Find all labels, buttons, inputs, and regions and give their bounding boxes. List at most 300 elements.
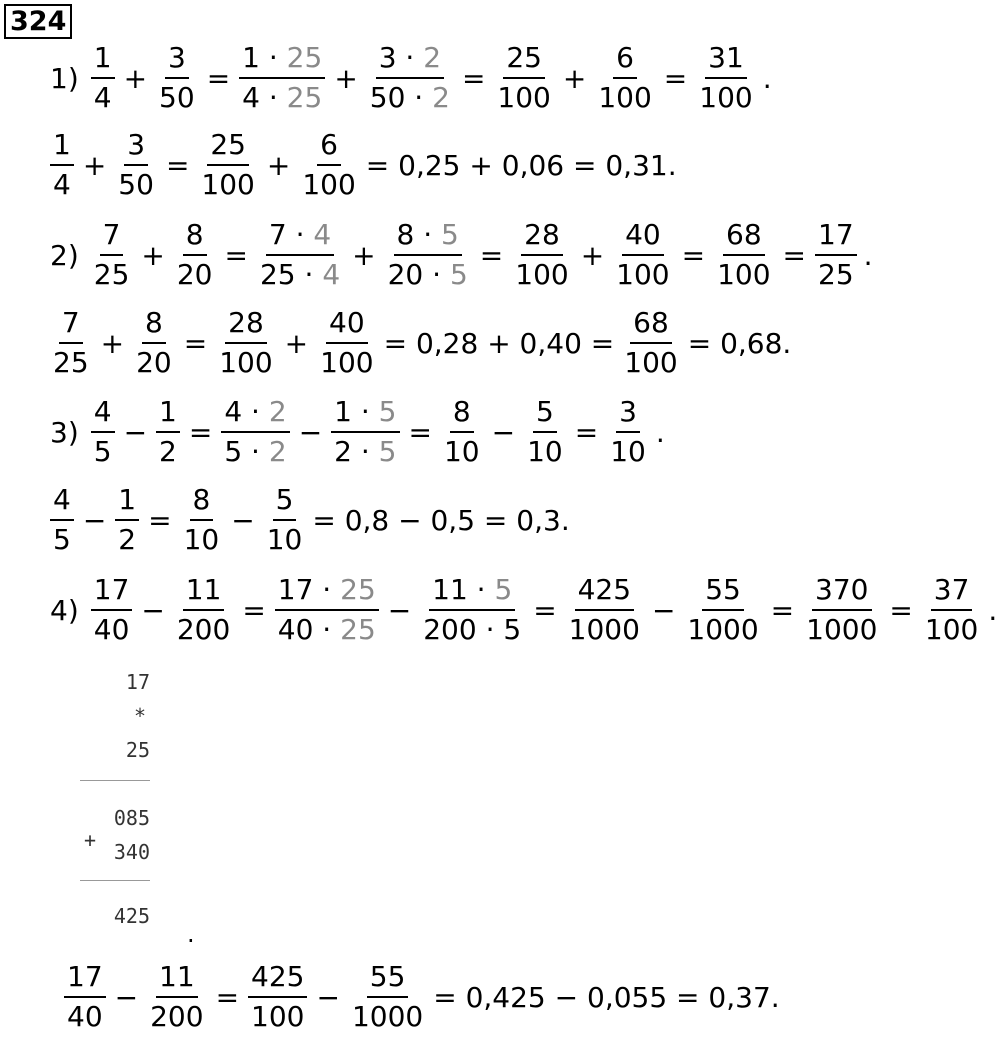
fraction — [181, 483, 223, 556]
numerator — [100, 218, 124, 256]
operator: = — [681, 238, 706, 272]
fraction-term: 100 — [201, 168, 255, 201]
extra-factor: 2 — [268, 395, 287, 428]
denominator — [264, 521, 306, 554]
fraction-term: 100 — [515, 258, 569, 291]
numerator — [815, 218, 857, 256]
fraction-term: 10 — [266, 523, 303, 556]
numerator — [533, 395, 557, 433]
fraction-term: 100 — [497, 81, 551, 114]
numerator — [207, 128, 249, 166]
operator: + — [141, 238, 165, 272]
numerator — [622, 218, 664, 256]
item-label: 1) — [50, 61, 79, 95]
denominator — [239, 79, 325, 112]
fraction-term: 17 — [818, 218, 854, 251]
fraction — [714, 218, 773, 291]
fraction-term: 100 — [320, 346, 374, 379]
denominator — [198, 166, 257, 199]
denominator — [115, 521, 139, 554]
operator: − — [298, 415, 323, 449]
fraction-term: 7 — [61, 306, 80, 339]
operator: = — [188, 415, 213, 449]
item-label: 2) — [50, 238, 79, 272]
fraction — [174, 573, 233, 646]
fraction-term: 200 — [150, 1000, 204, 1033]
denominator — [684, 611, 761, 644]
operator: = — [663, 61, 688, 95]
fraction-term: 1 · — [242, 41, 287, 74]
fraction-term: 1 · — [334, 395, 379, 428]
fraction-term: 1 — [159, 395, 177, 428]
denominator — [174, 611, 233, 644]
fraction-term: 11 — [159, 960, 195, 993]
fraction-term: 40 — [625, 218, 661, 251]
fraction-term: 5 — [93, 435, 112, 468]
fraction-term: 25 · — [259, 258, 323, 291]
operator: + — [284, 326, 309, 360]
fraction-term: 100 — [699, 81, 753, 114]
fraction-term: 100 — [219, 346, 273, 379]
operator: = — [408, 415, 432, 449]
fraction — [115, 128, 157, 201]
multiplicand: 17 — [125, 670, 150, 694]
fraction-term: 8 — [192, 483, 211, 516]
operator: − — [82, 503, 107, 537]
fraction — [613, 218, 672, 291]
numerator — [705, 41, 747, 79]
equation-line — [60, 960, 783, 1033]
fraction — [50, 483, 74, 556]
denominator — [91, 433, 115, 466]
fraction-term: 100 — [624, 346, 678, 379]
fraction-term: 6 — [320, 128, 338, 161]
numerator — [367, 960, 409, 998]
numerator — [221, 395, 289, 433]
fraction — [494, 41, 553, 114]
item-label: 4) — [50, 593, 79, 627]
fraction-term: 6 — [616, 41, 634, 74]
partial-product-1: 085 — [113, 806, 150, 830]
denominator — [607, 433, 649, 466]
denominator — [331, 433, 399, 466]
fraction — [115, 483, 139, 556]
denominator — [299, 166, 358, 199]
denominator — [91, 611, 133, 644]
numerator — [702, 573, 744, 611]
numerator — [142, 306, 166, 344]
fraction-term: 55 — [705, 573, 741, 606]
extra-factor: 2 — [268, 435, 287, 468]
fraction-term: 17 — [93, 573, 130, 606]
fraction — [275, 573, 379, 646]
fraction — [420, 573, 524, 646]
fraction-term: 2 — [118, 523, 137, 556]
fraction-term: 4 · — [242, 81, 287, 114]
fraction-term: 10 — [443, 435, 480, 468]
equation-line — [46, 306, 794, 379]
item-label: 3) — [50, 415, 79, 449]
extra-factor: 5 — [494, 573, 513, 606]
fraction — [621, 306, 680, 379]
fraction — [91, 218, 133, 291]
fraction-term: 25 — [506, 41, 542, 74]
fraction — [198, 128, 257, 201]
fraction-term: 3 — [619, 395, 637, 428]
denominator — [156, 79, 198, 112]
numerator — [630, 306, 672, 344]
denominator — [317, 344, 376, 377]
extra-factor: 25 — [340, 613, 376, 646]
operator: = — [574, 415, 599, 449]
fraction-term: 3 — [127, 128, 146, 161]
fraction-term: 55 — [369, 960, 406, 993]
expression-text: = 0,28 + 0,40 = — [383, 326, 615, 360]
operator: + — [123, 61, 148, 95]
fraction-term: 1 — [53, 128, 71, 161]
numerator — [275, 573, 379, 611]
denominator — [50, 166, 74, 199]
fraction-term: 10 — [610, 435, 646, 468]
operator: − — [316, 980, 340, 1014]
fraction-term: 8 — [452, 395, 471, 428]
extra-factor: 25 — [340, 573, 376, 606]
fraction — [156, 41, 198, 114]
denominator — [696, 79, 755, 112]
numerator — [165, 41, 189, 79]
numerator — [183, 573, 225, 611]
fraction-term: 50 — [118, 168, 154, 201]
fraction-term: 40 — [329, 306, 365, 339]
fraction — [385, 218, 471, 291]
fraction-term: 370 — [815, 573, 869, 606]
fraction — [331, 395, 399, 468]
equation-line — [50, 573, 1000, 646]
extra-factor: 4 — [313, 218, 332, 251]
denominator — [216, 344, 275, 377]
fraction — [317, 306, 376, 379]
divider-rule — [80, 780, 150, 781]
fraction-term: 200 — [176, 613, 231, 646]
denominator — [494, 79, 553, 112]
fraction — [349, 960, 426, 1033]
numerator — [91, 41, 115, 79]
numerator — [59, 306, 83, 344]
fraction — [299, 128, 358, 201]
denominator — [91, 256, 133, 289]
fraction — [50, 128, 74, 201]
denominator — [275, 611, 379, 644]
partial-product-2: 340 — [113, 840, 150, 864]
fraction-term: 31 — [708, 41, 744, 74]
fraction — [684, 573, 761, 646]
operator: + — [562, 61, 587, 95]
fraction-term: 100 — [302, 168, 356, 201]
fraction-term: 20 · — [387, 258, 450, 291]
denominator — [257, 256, 343, 289]
denominator — [441, 433, 483, 466]
numerator — [326, 306, 368, 344]
denominator — [922, 611, 981, 644]
operator: = — [782, 238, 807, 272]
operator: + — [266, 148, 291, 182]
fraction-term: 4 — [53, 483, 71, 516]
fraction-term: 25 — [210, 128, 246, 161]
numerator — [812, 573, 871, 611]
fraction — [512, 218, 571, 291]
expression-text: . — [655, 415, 665, 449]
fraction-term: 37 — [933, 573, 970, 606]
fraction-term: 7 — [102, 218, 121, 251]
denominator — [803, 611, 880, 644]
denominator — [714, 256, 773, 289]
fraction-term: 1000 — [568, 613, 640, 646]
operator: − — [123, 415, 148, 449]
denominator — [50, 344, 92, 377]
denominator — [64, 998, 106, 1031]
denominator — [91, 79, 115, 112]
numerator — [91, 395, 115, 433]
numerator — [50, 483, 74, 521]
fraction-term: 25 — [93, 258, 130, 291]
extra-factor: 5 — [378, 435, 397, 468]
multiplier: 25 — [125, 738, 150, 762]
fraction-term: 3 — [167, 41, 186, 74]
denominator — [621, 344, 680, 377]
denominator — [50, 521, 74, 554]
numerator — [376, 41, 444, 79]
fraction-term: 100 — [251, 1000, 305, 1033]
numerator — [64, 960, 106, 998]
operator: = — [165, 148, 190, 182]
denominator — [385, 256, 471, 289]
numerator — [521, 218, 563, 256]
operator: = — [148, 503, 172, 537]
numerator — [124, 128, 148, 166]
plus-sign: + — [84, 828, 97, 852]
fraction — [922, 573, 981, 646]
denominator — [595, 79, 654, 112]
fraction-term: 8 · — [396, 218, 442, 251]
fraction-term: 5 — [275, 483, 294, 516]
fraction-term: 11 · — [432, 573, 495, 606]
numerator — [429, 573, 515, 611]
numerator — [225, 306, 267, 344]
fraction-term: 425 — [251, 960, 305, 993]
denominator — [524, 433, 566, 466]
fraction-term: 1000 — [351, 1000, 424, 1033]
denominator — [512, 256, 571, 289]
fraction-term: 4 — [93, 395, 112, 428]
fraction-term: 100 — [924, 613, 979, 646]
numerator — [183, 218, 207, 256]
numerator — [266, 218, 334, 256]
numerator — [317, 128, 341, 166]
fraction-term: 8 — [145, 306, 163, 339]
fraction-term: 40 — [67, 1000, 103, 1033]
denominator — [147, 998, 206, 1031]
denominator — [248, 998, 307, 1031]
operator: = — [242, 593, 266, 627]
numerator — [156, 960, 198, 998]
fraction-term: 2 — [159, 435, 177, 468]
fraction-term: 50 · — [369, 81, 433, 114]
fraction — [147, 960, 206, 1033]
operator: + — [82, 148, 107, 182]
denominator — [133, 344, 175, 377]
numerator — [115, 483, 139, 521]
numerator — [503, 41, 545, 79]
fraction-term: 40 · — [277, 613, 341, 646]
fraction-term: 100 — [717, 258, 771, 291]
fraction-term: 5 · — [224, 435, 269, 468]
expression-text: = 0,425 − 0,055 = 0,37. — [433, 980, 780, 1014]
fraction-term: 20 — [176, 258, 213, 291]
fraction — [264, 483, 306, 556]
fraction — [91, 395, 115, 468]
extra-factor: 2 — [423, 41, 442, 74]
fraction — [607, 395, 649, 468]
fraction-term: 11 — [185, 573, 222, 606]
operator: − — [387, 593, 412, 627]
denominator — [613, 256, 672, 289]
operator: − — [491, 415, 516, 449]
numerator — [723, 218, 765, 256]
extra-factor: 25 — [286, 81, 323, 114]
operator: + — [580, 238, 605, 272]
fraction-term: 100 — [616, 258, 670, 291]
numerator — [248, 960, 307, 998]
expression-text: . — [762, 61, 772, 95]
fraction-term: 5 — [535, 395, 554, 428]
fraction-term: 17 — [67, 960, 103, 993]
denominator — [420, 611, 524, 644]
product-result: 425 — [113, 904, 150, 928]
fraction-term: 5 — [53, 523, 71, 556]
fraction-term: 2 · — [334, 435, 379, 468]
fraction — [524, 395, 566, 468]
fraction — [50, 306, 92, 379]
extra-factor: 5 — [441, 218, 459, 251]
numerator — [91, 573, 133, 611]
denominator — [815, 256, 857, 289]
operator: = — [533, 593, 557, 627]
expression-text: . — [988, 593, 998, 627]
fraction-term: 28 — [524, 218, 560, 251]
operator: − — [651, 593, 676, 627]
equation-line — [50, 41, 775, 114]
numerator — [394, 218, 462, 256]
expression-text: = 0,68. — [687, 326, 792, 360]
operator: = — [183, 326, 208, 360]
fraction-term: 4 — [93, 81, 112, 114]
equation-line — [46, 483, 573, 556]
operator: + — [352, 238, 376, 272]
operator: − — [114, 980, 139, 1014]
numerator — [273, 483, 297, 521]
fraction — [221, 395, 289, 468]
fraction-term: 1 — [93, 41, 112, 74]
fraction — [815, 218, 857, 291]
fraction-term: 1000 — [806, 613, 878, 646]
fraction — [257, 218, 343, 291]
fraction-term: 10 — [527, 435, 563, 468]
denominator — [115, 166, 157, 199]
operator: − — [231, 503, 255, 537]
fraction — [91, 41, 115, 114]
operator: − — [141, 593, 165, 627]
operator: = — [461, 61, 486, 95]
fraction-term: 4 — [53, 168, 71, 201]
expression-text: = 0,8 − 0,5 = 0,3. — [312, 503, 570, 537]
numerator — [450, 395, 474, 433]
fraction — [91, 573, 133, 646]
denominator — [174, 256, 216, 289]
fraction — [248, 960, 307, 1033]
fraction-term: 200 · 5 — [423, 613, 522, 646]
numerator — [156, 395, 180, 433]
fraction — [216, 306, 275, 379]
fraction-term: 3 · — [378, 41, 424, 74]
denominator — [156, 433, 180, 466]
operator: = — [215, 980, 240, 1014]
numerator — [239, 41, 325, 79]
fraction-term: 10 — [183, 523, 220, 556]
denominator — [221, 433, 289, 466]
fraction — [133, 306, 175, 379]
denominator — [181, 521, 223, 554]
denominator — [566, 611, 643, 644]
problem-number: 324 — [4, 4, 72, 39]
fraction-term: 4 · — [224, 395, 269, 428]
fraction — [441, 395, 483, 468]
operator: + — [334, 61, 358, 95]
fraction-term: 28 — [228, 306, 264, 339]
numerator — [50, 128, 74, 166]
fraction-term: 50 — [159, 81, 195, 114]
extra-factor: 4 — [322, 258, 341, 291]
fraction — [696, 41, 755, 114]
fraction-term: 425 — [577, 573, 632, 606]
fraction — [174, 218, 216, 291]
extra-factor: 2 — [432, 81, 450, 114]
fraction-term: 8 — [185, 218, 204, 251]
extra-factor: 5 — [378, 395, 397, 428]
operator: + — [100, 326, 125, 360]
operator: = — [206, 61, 231, 95]
fraction-term: 1000 — [687, 613, 759, 646]
fraction-term: 25 — [818, 258, 854, 291]
extra-factor: 5 — [449, 258, 468, 291]
numerator — [190, 483, 214, 521]
expression-text: . — [863, 238, 873, 272]
equation-line — [46, 128, 680, 201]
operator: = — [479, 238, 504, 272]
operator: = — [224, 238, 248, 272]
fraction-term: 68 — [633, 306, 669, 339]
fraction-term: 25 — [53, 346, 89, 379]
fraction — [595, 41, 654, 114]
numerator — [616, 395, 640, 433]
fraction — [566, 573, 643, 646]
trailing-dot: . — [187, 920, 195, 948]
fraction-term: 7 · — [268, 218, 314, 251]
fraction — [367, 41, 453, 114]
fraction — [156, 395, 180, 468]
denominator — [367, 79, 453, 112]
fraction-term: 100 — [598, 81, 652, 114]
fraction-term: 17 · — [277, 573, 341, 606]
